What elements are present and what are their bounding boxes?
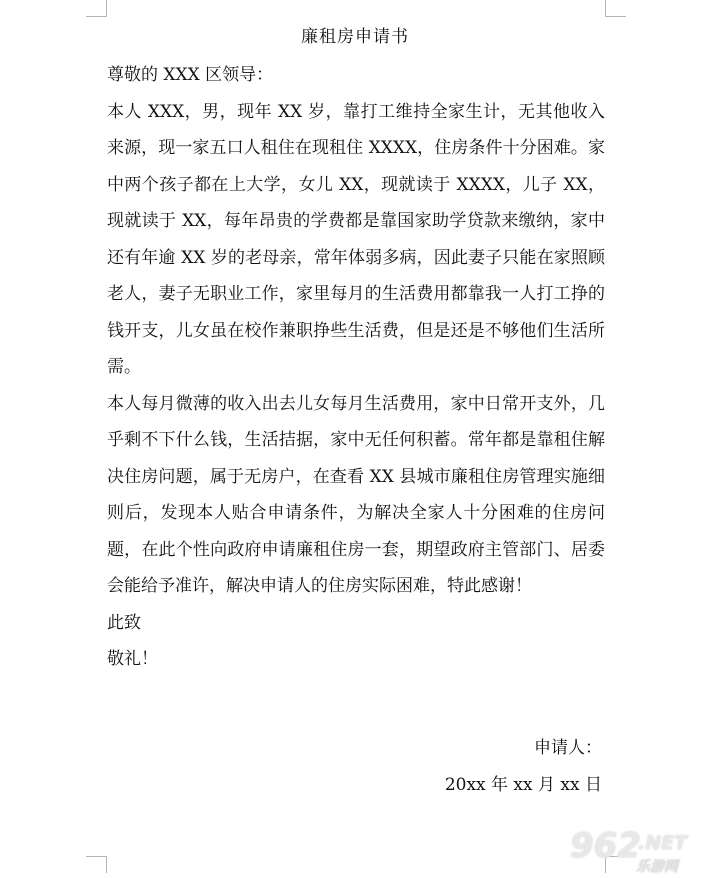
paragraph-2: 本人每月微薄的收入出去儿女每月生活费用，家中日常开支外，几乎剩不下什么钱，生活拮据，家中无任何积蓄。常年都是靠租住解决住房问题，属于无房户，在查看 XX 县城市廉租住房管理实施细则后，发现本人贴合申请条件，为解决全家人十分困难的住房问题，在此个性向政府申请廉租住房一套，期望政府主管部门、居委会能给予准许，解决申请人的住房实际困难，特此感谢！: [107, 393, 605, 596]
paragraph-1: 本人 XXX，男，现年 XX 岁，靠打工维持全家生计，无其他收入来源，现一家五口人租住在现租住 XXXX，住房条件十分困难。家中两个孩子都在上大学，女儿 XX，现就读于 XXXX，儿子 XX，现就读于 XX，每年昂贵的学费都是靠国家助学贷款来缴纳，家中还有年逾 XX 岁的老母亲，常年体弱多病，因此妻子只能在家照顾老人，妻子无职业工作，家里每月的生活费用都靠我一人打工挣的钱开支，儿女虽在校作兼职挣些生活费，但是还是不够他们生活所需。: [107, 101, 605, 377]
watermark-number: 962: [570, 826, 641, 866]
crop-mark-bottom-left: [86, 856, 107, 873]
watermark-suffix: .NET: [638, 832, 688, 854]
document-title: 廉租房申请书: [301, 27, 409, 47]
applicant-label: 申请人：: [534, 738, 602, 758]
crop-mark-top-right: [605, 0, 626, 17]
crop-mark-top-left: [86, 0, 107, 17]
date-line: 20xx 年 xx 月 xx 日: [444, 775, 602, 795]
salutation: 尊敬的 XXX 区领导：: [107, 65, 274, 85]
watermark-logo: [568, 826, 706, 876]
closing-line-2: 敬礼！: [107, 649, 158, 669]
document-body: [107, 57, 605, 678]
closing-line-1: 此致: [107, 612, 141, 633]
watermark-site: 乐游网: [636, 859, 678, 875]
